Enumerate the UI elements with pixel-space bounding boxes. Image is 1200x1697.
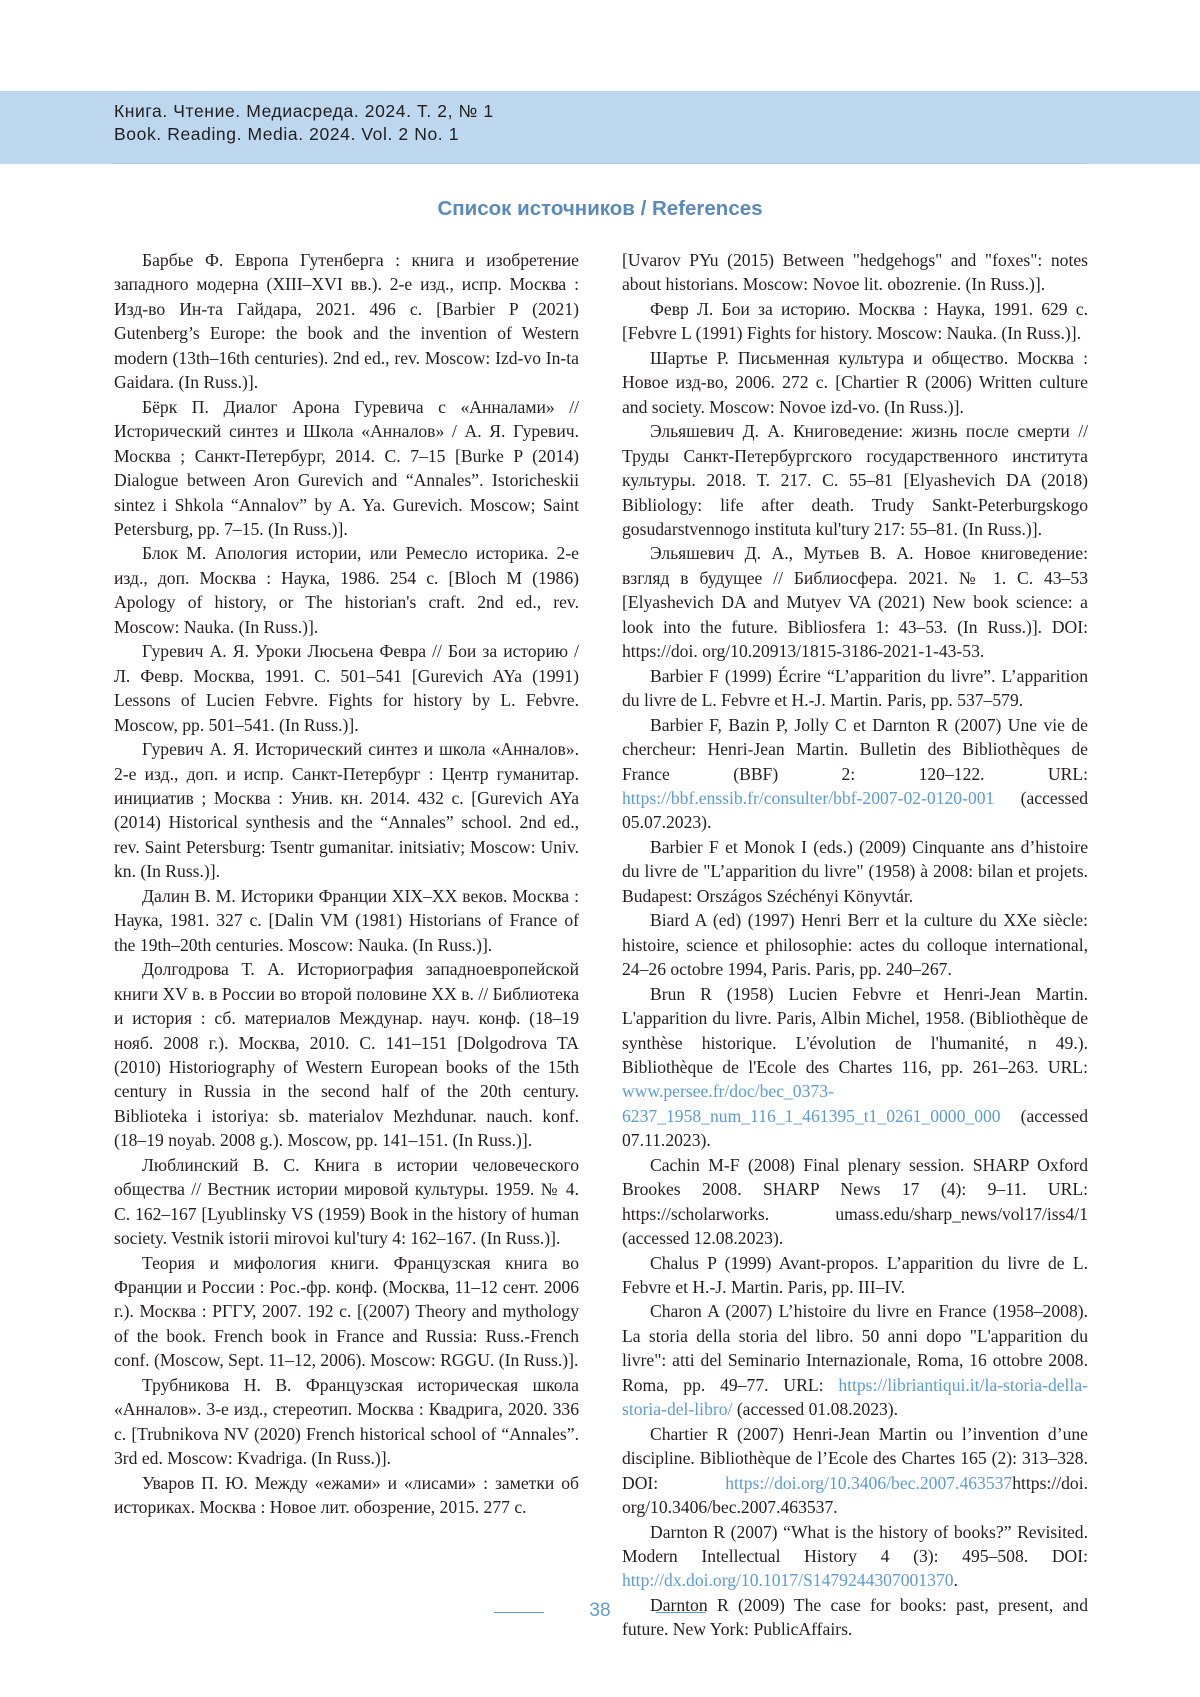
reference-text: Теория и мифология книги. Французская книга во Франции и России : Рос.-фр. конф. (Москва, 11–12 сент. 2006 г.). Москва : РГГУ, 2007. 192 с. [(2007) Theory and mythology of the book. French book in France and Russia: Russ.-French conf. (Moscow, Sept. 11–12, 2006). Moscow: RGGU. (In Russ.)]. bbox=[114, 1252, 579, 1371]
footer-rule-right bbox=[656, 1612, 706, 1613]
header-divider bbox=[114, 163, 1086, 164]
reference-text: [Uvarov PYu (2015) Between "hedgehogs" and "foxes": notes about historians. Moscow: Novoe lit. obozrenie. (In Russ.)]. bbox=[622, 250, 1088, 295]
reference-text: Бёрк П. Диалог Арона Гуревича с «Анналами» // Исторический синтез и Школа «Анналов» / А. Я. Гуревич. Москва ; Санкт-Петербург, 2014. С. 7–15 [Burke P (2014) Dialogue between Aron Gurevich and “Annales”. Istoricheskii sintez i Shkola “Annalov” by A. Ya. Gurevich. Moscow; Saint Petersburg, pp. 7–15. (In Russ.)]. bbox=[114, 396, 579, 539]
reference-entry bbox=[622, 1422, 1088, 1520]
reference-text-tail: (accessed 05.07.2023). bbox=[622, 787, 1088, 833]
reference-text-tail: https://doi. org/10.3406/bec.2007.463537. bbox=[622, 1472, 1088, 1518]
reference-entry bbox=[622, 908, 1088, 981]
reference-text-tail: . bbox=[953, 1570, 958, 1591]
reference-link[interactable]: https://bbf.enssib.fr/consulter/bbf-2007-02-0120-001 bbox=[622, 787, 995, 808]
reference-entry bbox=[114, 541, 579, 639]
reference-entry bbox=[114, 884, 579, 957]
reference-text: Далин В. М. Историки Франции XIX–XX веков. Москва : Наука, 1981. 327 с. [Dalin VM (1981) Historians of France of the 19th–20th centuries. Moscow: Nauka. (In Russ.)]. bbox=[114, 885, 579, 955]
reference-text: Февр Л. Бои за историю. Москва : Наука, 1991. 629 с. [Febvre L (1991) Fights for history. Moscow: Nauka. (In Russ.)]. bbox=[622, 298, 1088, 344]
reference-text: Барбье Ф. Европа Гутенберга : книга и изобретение западного модерна (XIII–XVI вв.). 2-е изд., испр. Москва : Изд-во Ин-та Гайдара, 2021. 496 с. [Barbier P (2021) Gutenberg’s Europe: the book and the invention of Western modern (13th–16th centuries). 2nd ed., rev. Moscow: Izd-vo In-ta Gaidara. (In Russ.)]. bbox=[114, 250, 579, 393]
reference-text: Уваров П. Ю. Между «ежами» и «лисами» : заметки об историках. Москва : Новое лит. обозрение, 2015. 277 с. bbox=[114, 1472, 579, 1518]
reference-entry bbox=[622, 297, 1088, 346]
reference-text: Эльяшевич Д. А., Мутьев В. А. Новое книговедение: взгляд в будущее // Библиосфера. 2021. № 1. С. 43–53 [Elyashevich DA and Mutyev VA (2021) New book science: a look into the future. Bibliosfera 1: 43–53. (In Russ.)]. DOI: https://doi. org/10.20913/1815-3186-2021-1-43-53. bbox=[622, 543, 1088, 662]
reference-link[interactable]: https://doi.org/10.3406/bec.2007.463537 bbox=[725, 1472, 1013, 1493]
footer-rule-left bbox=[494, 1612, 544, 1613]
reference-entry bbox=[114, 737, 579, 884]
reference-text: Barbier F et Monok I (eds.) (2009) Cinquante ans d’histoire du livre de "L’apparition du livre" (1958) à 2008: bilan et projets. Budapest: Országos Széchényi Könyvtár. bbox=[622, 836, 1088, 906]
reference-entry bbox=[622, 713, 1088, 835]
reference-entry bbox=[622, 1299, 1088, 1421]
reference-entry bbox=[114, 957, 579, 1153]
reference-entry bbox=[622, 1251, 1088, 1300]
page-number: 38 bbox=[589, 1600, 611, 1621]
reference-text: Эльяшевич Д. А. Книговедение: жизнь после смерти // Труды Санкт-Петербургского государственного института культуры. 2018. Т. 217. С. 55–81 [Elyashevich DA (2018) Bibliology: life after death. Trudy Sankt-Peterburgskogo gosudarstvennogo instituta kul'tury 217: 55–81. (In Russ.)]. bbox=[622, 421, 1088, 539]
reference-text: Darnton R (2007) “What is the history of books?” Revisited. Modern Intellectual History 4 (3): 495–508. DOI: bbox=[622, 1521, 1088, 1567]
journal-title-en: Book. Reading. Media. 2024. Vol. 2 No. 1 bbox=[114, 124, 460, 144]
reference-text: Darnton R (2009) The case for books: past, present, and future. New York: PublicAffairs. bbox=[622, 1594, 1088, 1640]
reference-text: Блок М. Апология истории, или Ремесло историка. 2-е изд., доп. Москва : Наука, 1986. 254 с. [Bloch M (1986) Apology of history, or The historian's craft. 2nd ed., rev. Moscow: Nauka. (In Russ.)]. bbox=[114, 543, 579, 637]
section-title: Список источников / References bbox=[437, 197, 763, 220]
reference-entry bbox=[114, 1471, 579, 1520]
reference-entry bbox=[622, 419, 1088, 541]
reference-entry bbox=[622, 541, 1088, 663]
reference-text: Шартье Р. Письменная культура и общество. Москва : Новое изд-во, 2006. 272 с. [Chartier R (2006) Written culture and society. Moscow: Novoe izd-vo. (In Russ.)]. bbox=[622, 347, 1088, 417]
reference-entry bbox=[114, 395, 579, 542]
reference-text-tail: (accessed 01.08.2023). bbox=[732, 1399, 899, 1420]
reference-entry bbox=[622, 248, 1088, 297]
reference-text: Biard A (ed) (1997) Henri Berr et la culture du XXe siècle: histoire, science et philosophie: actes du colloque international, 24–26 octobre 1994, Paris. Paris, pp. 240–267. bbox=[622, 910, 1088, 980]
reference-text: Brun R (1958) Lucien Febvre et Henri-Jean Martin. L'apparition du livre. Paris, Albin Michel, 1958. (Bibliothèque de synthèse historique. L'évolution de l'humanité, n 49.). Bibliothèque de l'Ecole des Chartes 116, pp. 261–263. URL: bbox=[622, 983, 1088, 1077]
reference-entry bbox=[622, 835, 1088, 908]
reference-link[interactable]: https://libriantiqui.it/la-storia-della-storia-del-libro/ bbox=[622, 1374, 1088, 1420]
reference-text: Chalus P (1999) Avant-propos. L’apparition du livre de L. Febvre et H.-J. Martin. Paris, pp. III–IV. bbox=[622, 1252, 1088, 1298]
reference-entry bbox=[114, 1251, 579, 1373]
reference-entry bbox=[622, 982, 1088, 1153]
reference-text: Долгодрова Т. А. Историография западноевропейской книги XV в. в России во второй половине XX в. // Библиотека и история : сб. материалов Междунар. науч. конф. (18–19 нояб. 2008 г.). Москва, 2010. С. 141–151 [Dolgodrova TA (2010) Historiography of Western European books of the 15th century in Russia in the second half of the 20th century. Biblioteka i istoriya: sb. materialov Mezhdunar. nauch. konf. (18–19 noyab. 2008 g.). Moscow, pp. 141–151. (In Russ.)]. bbox=[114, 959, 579, 1151]
reference-link[interactable]: http://dx.doi.org/10.1017/S1479244307001370 bbox=[622, 1570, 954, 1591]
reference-entry bbox=[114, 1153, 579, 1251]
reference-text: Люблинский В. С. Книга в истории человеческого общества // Вестник истории мировой культуры. 1959. № 4. С. 162–167 [Lyublinsky VS (1959) Book in the history of human society. Vestnik istorii mirovoi kul'tury 4: 162–167. (In Russ.)]. bbox=[114, 1154, 579, 1249]
reference-text: Гуревич А. Я. Уроки Люсьена Февра // Бои за историю / Л. Февр. Москва, 1991. С. 501–541 [Gurevich AYa (1991) Lessons of Lucien Febvre. Fights for history by L. Febvre. Moscow, pp. 501–541. (In Russ.)]. bbox=[114, 641, 579, 735]
reference-entry bbox=[622, 664, 1088, 713]
reference-entry bbox=[622, 346, 1088, 419]
reference-text: Cachin M-F (2008) Final plenary session. SHARP Oxford Brookes 2008. SHARP News 17 (4): 9–11. URL: https://scholarworks. umass.edu/sharp_news/vol17/iss4/1 (accessed 12.08.2023). bbox=[622, 1154, 1088, 1249]
reference-entry bbox=[114, 1373, 579, 1471]
reference-text: Barbier F, Bazin P, Jolly C et Darnton R (2007) Une vie de chercheur: Henri-Jean Martin. Bulletin des Bibliothèques de France (BBF) 2: 120–122. URL: bbox=[622, 714, 1088, 784]
reference-entry bbox=[114, 639, 579, 737]
reference-text: Гуревич А. Я. Исторический синтез и школа «Анналов». 2-е изд., доп. и испр. Санкт-Петербург : Центр гуманитар. инициатив ; Москва : Унив. кн. 2014. 432 с. [Gurevich AYa (2014) Historical synthesis and the “Annales” school. 2nd ed., rev. Saint Petersburg: Tsentr gumanitar. initsiativ; Moscow: Univ. kn. (In Russ.)]. bbox=[114, 739, 579, 882]
reference-entry bbox=[622, 1520, 1088, 1593]
references-left-column bbox=[114, 248, 579, 1520]
reference-entry bbox=[622, 1593, 1088, 1642]
journal-title-ru: Книга. Чтение. Медиасреда. 2024. Т. 2, № 1 bbox=[114, 101, 494, 121]
reference-entry bbox=[114, 248, 579, 395]
reference-link[interactable]: www.persee.fr/doc/bec_0373-6237_1958_num_116_1_461395_t1_0261_0000_000 bbox=[622, 1081, 1001, 1126]
reference-text: Charon A (2007) L’histoire du livre en France (1958–2008). La storia della storia del libro. 50 anni dopo "L'apparition du livre": atti del Seminario Internazionale, Roma, 16 ottobre 2008. Roma, pp. 49–77. URL: bbox=[622, 1301, 1088, 1395]
reference-text: Трубникова Н. В. Французская историческая школа «Анналов». 3-е изд., стереотип. Москва : Квадрига, 2020. 336 с. [Trubnikova NV (2020) French historical school of “Annales”. 3rd ed. Moscow: Kvadriga. (In Russ.)]. bbox=[114, 1374, 579, 1469]
reference-text: Chartier R (2007) Henri-Jean Martin ou l’invention d’une discipline. Bibliothèque de l’Ecole des Chartes 165 (2): 313–328. DOI: bbox=[622, 1423, 1088, 1493]
reference-entry bbox=[622, 1153, 1088, 1251]
reference-text: Barbier F (1999) Écrire “L’apparition du livre”. L’apparition du livre de L. Febvre et H.-J. Martin. Paris, pp. 537–579. bbox=[622, 665, 1088, 711]
reference-text-tail: (accessed 07.11.2023). bbox=[622, 1105, 1088, 1151]
references-right-column bbox=[622, 248, 1088, 1642]
